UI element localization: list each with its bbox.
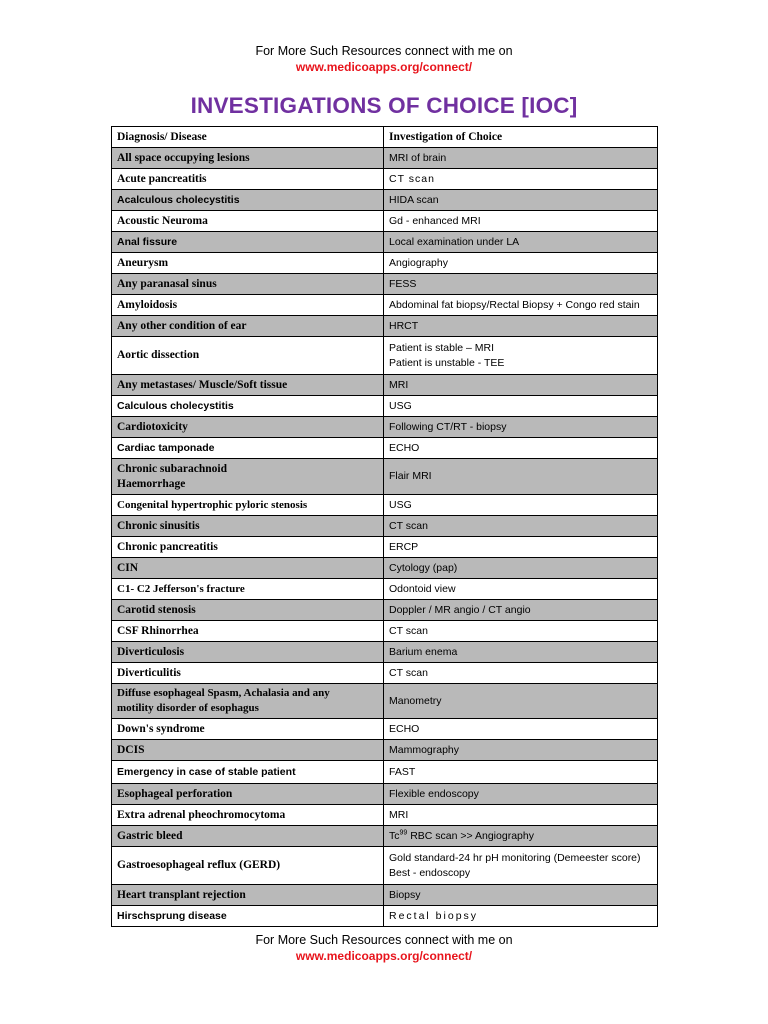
table-row <box>112 316 658 337</box>
column-header-ioc: Investigation of Choice <box>384 127 658 148</box>
table-row <box>112 906 658 927</box>
ioc-cell: MRI <box>384 805 658 826</box>
ioc-cell: Flexible endoscopy <box>384 784 658 805</box>
column-header-diagnosis: Diagnosis/ Disease <box>112 127 384 148</box>
table-row <box>112 558 658 579</box>
page-footer <box>0 932 768 964</box>
diagnosis-cell: Heart transplant rejection <box>112 885 384 906</box>
table-row <box>112 642 658 663</box>
ioc-cell: USG <box>384 396 658 417</box>
diagnosis-cell: Chronic sinusitis <box>112 516 384 537</box>
ioc-cell: MRI <box>384 375 658 396</box>
table-header-row <box>112 127 658 148</box>
ioc-cell: Odontoid view <box>384 579 658 600</box>
ioc-line: Best - endoscopy <box>389 866 471 879</box>
diagnosis-cell <box>112 459 384 495</box>
table-row <box>112 495 658 516</box>
table-row <box>112 295 658 316</box>
table-row <box>112 274 658 295</box>
table-row <box>112 600 658 621</box>
table-row <box>112 438 658 459</box>
diagnosis-cell: CSF Rhinorrhea <box>112 621 384 642</box>
table-row <box>112 885 658 906</box>
table-row <box>112 232 658 253</box>
page-header <box>0 0 768 75</box>
diagnosis-cell: Diverticulosis <box>112 642 384 663</box>
diagnosis-cell: Aneurysm <box>112 253 384 274</box>
table-row <box>112 761 658 784</box>
table-row <box>112 740 658 761</box>
table-row <box>112 684 658 719</box>
ioc-superscript: 99 <box>399 829 408 836</box>
ioc-cell: Cytology (pap) <box>384 558 658 579</box>
ioc-cell: Flair MRI <box>384 459 658 495</box>
ioc-cell: FAST <box>384 761 658 784</box>
diagnosis-cell: Acute pancreatitis <box>112 169 384 190</box>
diagnosis-cell: Cardiotoxicity <box>112 417 384 438</box>
diagnosis-cell: Congenital hypertrophic pyloric stenosis <box>112 495 384 516</box>
ioc-cell: ERCP <box>384 537 658 558</box>
ioc-cell <box>384 847 658 885</box>
table-row <box>112 579 658 600</box>
ioc-line: Gold standard-24 hr pH monitoring (Demeester score) <box>389 851 641 864</box>
diagnosis-cell: Acoustic Neuroma <box>112 211 384 232</box>
diagnosis-cell: Emergency in case of stable patient <box>112 761 384 784</box>
ioc-cell: Gd - enhanced MRI <box>384 211 658 232</box>
diagnosis-cell: All space occupying lesions <box>112 148 384 169</box>
table-row <box>112 719 658 740</box>
table-row <box>112 459 658 495</box>
diagnosis-cell: C1- C2 Jefferson's fracture <box>112 579 384 600</box>
diagnosis-line: motility disorder of esophagus <box>117 702 259 714</box>
diagnosis-cell: Esophageal perforation <box>112 784 384 805</box>
footer-text: For More Such Resources connect with me on <box>255 933 513 947</box>
ioc-line: Patient is unstable - TEE <box>389 356 505 369</box>
diagnosis-cell: Chronic pancreatitis <box>112 537 384 558</box>
table-row <box>112 784 658 805</box>
ioc-line: Patient is stable – MRI <box>389 341 495 354</box>
table-row <box>112 826 658 847</box>
ioc-cell: MRI of brain <box>384 148 658 169</box>
diagnosis-cell: Gastric bleed <box>112 826 384 847</box>
ioc-cell <box>384 337 658 375</box>
diagnosis-cell: CIN <box>112 558 384 579</box>
ioc-table <box>111 126 658 927</box>
ioc-cell: Manometry <box>384 684 658 719</box>
ioc-cell: CT scan <box>384 621 658 642</box>
table-row <box>112 516 658 537</box>
diagnosis-cell: Anal fissure <box>112 232 384 253</box>
ioc-cell: FESS <box>384 274 658 295</box>
table-row <box>112 663 658 684</box>
diagnosis-cell: DCIS <box>112 740 384 761</box>
ioc-cell: Local examination under LA <box>384 232 658 253</box>
diagnosis-cell: Amyloidosis <box>112 295 384 316</box>
ioc-cell: CT scan <box>384 169 658 190</box>
table-row <box>112 847 658 885</box>
ioc-cell: HRCT <box>384 316 658 337</box>
ioc-cell: ECHO <box>384 719 658 740</box>
ioc-prefix: Tc <box>389 829 400 842</box>
ioc-cell: HIDA scan <box>384 190 658 211</box>
footer-link[interactable]: www.medicoapps.org/connect/ <box>295 949 473 963</box>
header-text: For More Such Resources connect with me on <box>255 44 513 58</box>
table-row <box>112 537 658 558</box>
table-row <box>112 417 658 438</box>
ioc-text: RBC scan >> Angiography <box>407 829 534 842</box>
diagnosis-line: Diffuse esophageal Spasm, Achalasia and any <box>117 687 330 699</box>
diagnosis-cell: Hirschsprung disease <box>112 906 384 927</box>
ioc-cell: Doppler / MR angio / CT angio <box>384 600 658 621</box>
table-row <box>112 621 658 642</box>
ioc-cell: Biopsy <box>384 885 658 906</box>
page-title: INVESTIGATIONS OF CHOICE [IOC] <box>190 93 578 118</box>
diagnosis-cell <box>112 684 384 719</box>
diagnosis-cell: Extra adrenal pheochromocytoma <box>112 805 384 826</box>
table-row <box>112 190 658 211</box>
ioc-cell: Angiography <box>384 253 658 274</box>
diagnosis-cell: Acalculous cholecystitis <box>112 190 384 211</box>
diagnosis-cell: Gastroesophageal reflux (GERD) <box>112 847 384 885</box>
diagnosis-cell: Aortic dissection <box>112 337 384 375</box>
ioc-cell: CT scan <box>384 516 658 537</box>
ioc-cell: Rectal biopsy <box>384 906 658 927</box>
table-row <box>112 253 658 274</box>
table-row <box>112 337 658 375</box>
diagnosis-line: Chronic subarachnoid <box>117 462 228 475</box>
ioc-cell: Mammography <box>384 740 658 761</box>
diagnosis-cell: Carotid stenosis <box>112 600 384 621</box>
diagnosis-cell: Down's syndrome <box>112 719 384 740</box>
table-row <box>112 396 658 417</box>
diagnosis-cell: Cardiac tamponade <box>112 438 384 459</box>
diagnosis-cell: Diverticulitis <box>112 663 384 684</box>
table-row <box>112 805 658 826</box>
ioc-cell: Barium enema <box>384 642 658 663</box>
diagnosis-cell: Any other condition of ear <box>112 316 384 337</box>
ioc-cell <box>384 826 658 847</box>
ioc-cell: Abdominal fat biopsy/Rectal Biopsy + Congo red stain <box>384 295 658 316</box>
ioc-cell: USG <box>384 495 658 516</box>
table-row <box>112 148 658 169</box>
table-row <box>112 211 658 232</box>
diagnosis-cell: Calculous cholecystitis <box>112 396 384 417</box>
ioc-cell: ECHO <box>384 438 658 459</box>
ioc-cell: Following CT/RT - biopsy <box>384 417 658 438</box>
diagnosis-line: Haemorrhage <box>117 477 186 490</box>
header-link[interactable]: www.medicoapps.org/connect/ <box>295 60 473 74</box>
diagnosis-cell: Any paranasal sinus <box>112 274 384 295</box>
table-row <box>112 169 658 190</box>
diagnosis-cell: Any metastases/ Muscle/Soft tissue <box>112 375 384 396</box>
ioc-cell: CT scan <box>384 663 658 684</box>
table-row <box>112 375 658 396</box>
